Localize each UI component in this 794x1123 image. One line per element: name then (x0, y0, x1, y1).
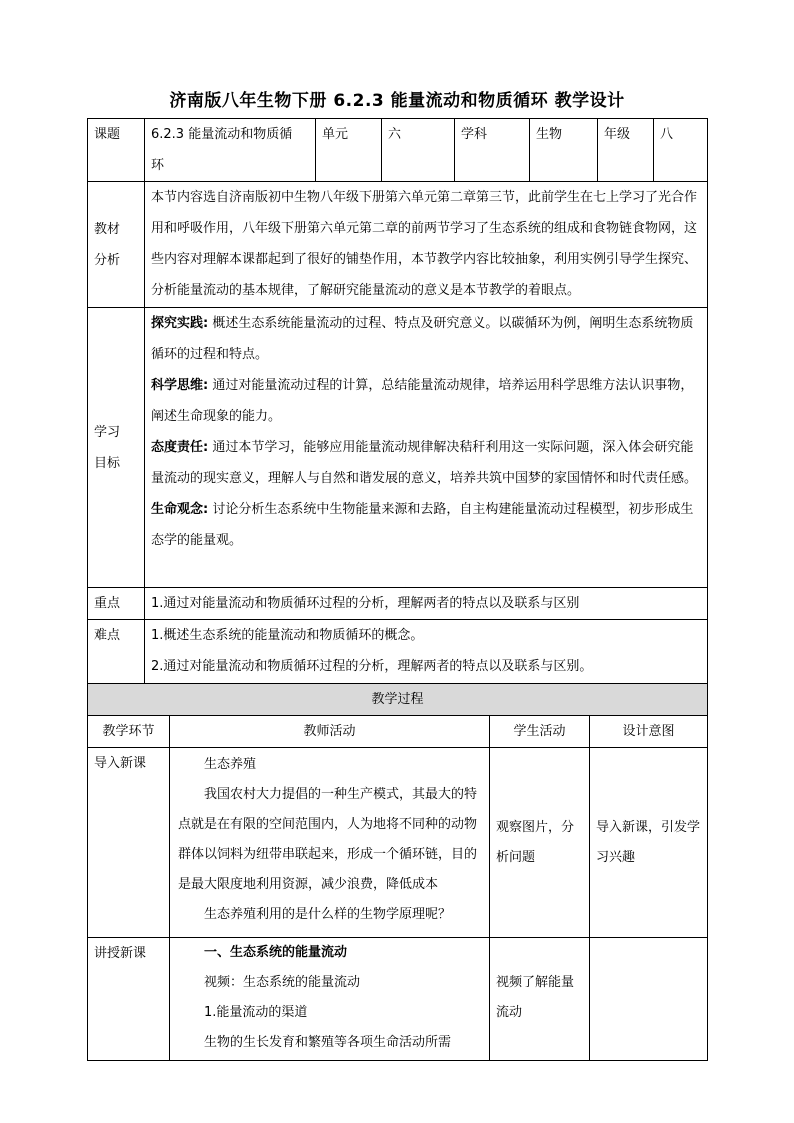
key-points-row (88, 588, 708, 620)
column-header-intent: 设计意图 (590, 716, 708, 748)
grade-label: 年级 (598, 119, 654, 182)
process-columns-row (88, 716, 708, 748)
goal-body: 通过本节学习，能够应用能量流动规律解决秸秆利用这一实际问题，深入体会研究能量流动的现实意义，理解人与自然和谐发展的意义，培养共筑中国梦的家国情怀和时代责任感。 (151, 440, 698, 486)
course-value-line1: 6.2.3 能量流动和物质循 (151, 127, 293, 142)
process-header-row (88, 684, 708, 716)
course-label: 课题 (88, 119, 145, 182)
teacher-body: 我国农村大力提倡的一种生产模式，其最大的特点就是在有限的空间范围内，人为地将不同种的动物群体以饲料为纽带串联起来，形成一个循环链，目的是最大限度地利用资源，减少浪费，降低成本 (178, 787, 478, 892)
column-header-student: 学生活动 (490, 716, 590, 748)
goals-list (145, 308, 708, 588)
goal-head: 生命观念: (151, 502, 209, 517)
teacher-body: 生物的生长发育和繁殖等各项生命活动所需 (204, 1035, 452, 1050)
info-row (88, 119, 708, 182)
goals-label-line1: 学习 (94, 424, 121, 440)
column-header-teacher: 教师活动 (170, 716, 490, 748)
difficulty-item: 2.通过对能量流动和物质循环过程的分析，理解两者的特点以及联系与区别。 (151, 659, 593, 674)
analysis-label (88, 182, 145, 308)
goal-head: 态度责任: (151, 440, 209, 455)
goal-head: 科学思维: (151, 378, 209, 393)
analysis-label-line1: 教材 (94, 221, 121, 237)
student-cell: 视频了解能量流动 (490, 938, 590, 1061)
document-title: 济南版八年生物下册 6.2.3 能量流动和物质循环 教学设计 (169, 91, 625, 111)
goals-label (88, 308, 145, 588)
unit-value: 六 (382, 119, 455, 182)
teacher-sub: 1.能量流动的渠道 (204, 1005, 308, 1020)
key-points-label: 重点 (88, 588, 145, 620)
goal-item (151, 308, 701, 370)
difficulties-row (88, 620, 708, 684)
goal-head: 探究实践: (151, 316, 209, 331)
teacher-question: 生态养殖利用的是什么样的生物学原理呢？ (204, 907, 452, 922)
lesson-info-table (87, 118, 708, 684)
difficulties-label: 难点 (88, 620, 145, 684)
key-points-text: 1.通过对能量流动和物质循环过程的分析，理解两者的特点以及联系与区别 (145, 588, 708, 620)
analysis-row (88, 182, 708, 308)
course-value (145, 119, 316, 182)
teacher-cell (170, 938, 490, 1061)
stage-cell: 导入新课 (88, 748, 170, 938)
goal-body: 讨论分析生态系统中生物能量来源和去路，自主构建能量流动过程模型，初步形成生态学的能量观。 (151, 502, 694, 548)
goal-body: 通过对能量流动过程的计算，总结能量流动规律，培养运用科学思维方法认识事物，阐述生命现象的能力。 (151, 378, 694, 424)
process-row (88, 938, 708, 1061)
stage-cell: 讲授新课 (88, 938, 170, 1061)
goal-item (151, 494, 701, 556)
goals-label-line2: 目标 (94, 455, 121, 471)
teacher-heading: 一、生态系统的能量流动 (204, 945, 348, 960)
difficulties-list (145, 620, 708, 684)
process-header: 教学过程 (88, 684, 708, 716)
teaching-process-table (87, 683, 708, 1061)
analysis-label-line2: 分析 (94, 252, 121, 268)
goal-item (151, 432, 701, 494)
intent-cell: 导入新课，引发学习兴趣 (590, 748, 708, 938)
intent-cell (590, 938, 708, 1061)
teacher-video: 视频：生态系统的能量流动 (204, 975, 361, 990)
difficulty-item: 1.概述生态系统的能量流动和物质循环的概念。 (151, 628, 424, 643)
goals-row (88, 308, 708, 588)
analysis-text: 本节内容选自济南版初中生物八年级下册第六单元第二章第三节，此前学生在七上学习了光合作用和呼吸作用，八年级下册第六单元第二章的前两节学习了生态系统的组成和食物链食物网，这些内容对理解本课都起到了很好的铺垫作用，本节教学内容比较抽象，利用实例引导学生探究、分析能量流动的基本规律，了解研究能量流动的意义是本节教学的着眼点。 (145, 182, 708, 308)
goal-body: 概述生态系统能量流动的过程、特点及研究意义。以碳循环为例，阐明生态系统物质循环的过程和特点。 (151, 316, 694, 362)
teacher-title: 生态养殖 (204, 757, 257, 772)
column-header-stage: 教学环节 (88, 716, 170, 748)
unit-label: 单元 (316, 119, 382, 182)
teacher-cell (170, 748, 490, 938)
process-row (88, 748, 708, 938)
grade-value: 八 (654, 119, 708, 182)
student-cell: 观察图片，分析问题 (490, 748, 590, 938)
subject-label: 学科 (455, 119, 530, 182)
course-value-line2: 环 (151, 158, 165, 173)
subject-value: 生物 (530, 119, 598, 182)
goal-item (151, 370, 701, 432)
